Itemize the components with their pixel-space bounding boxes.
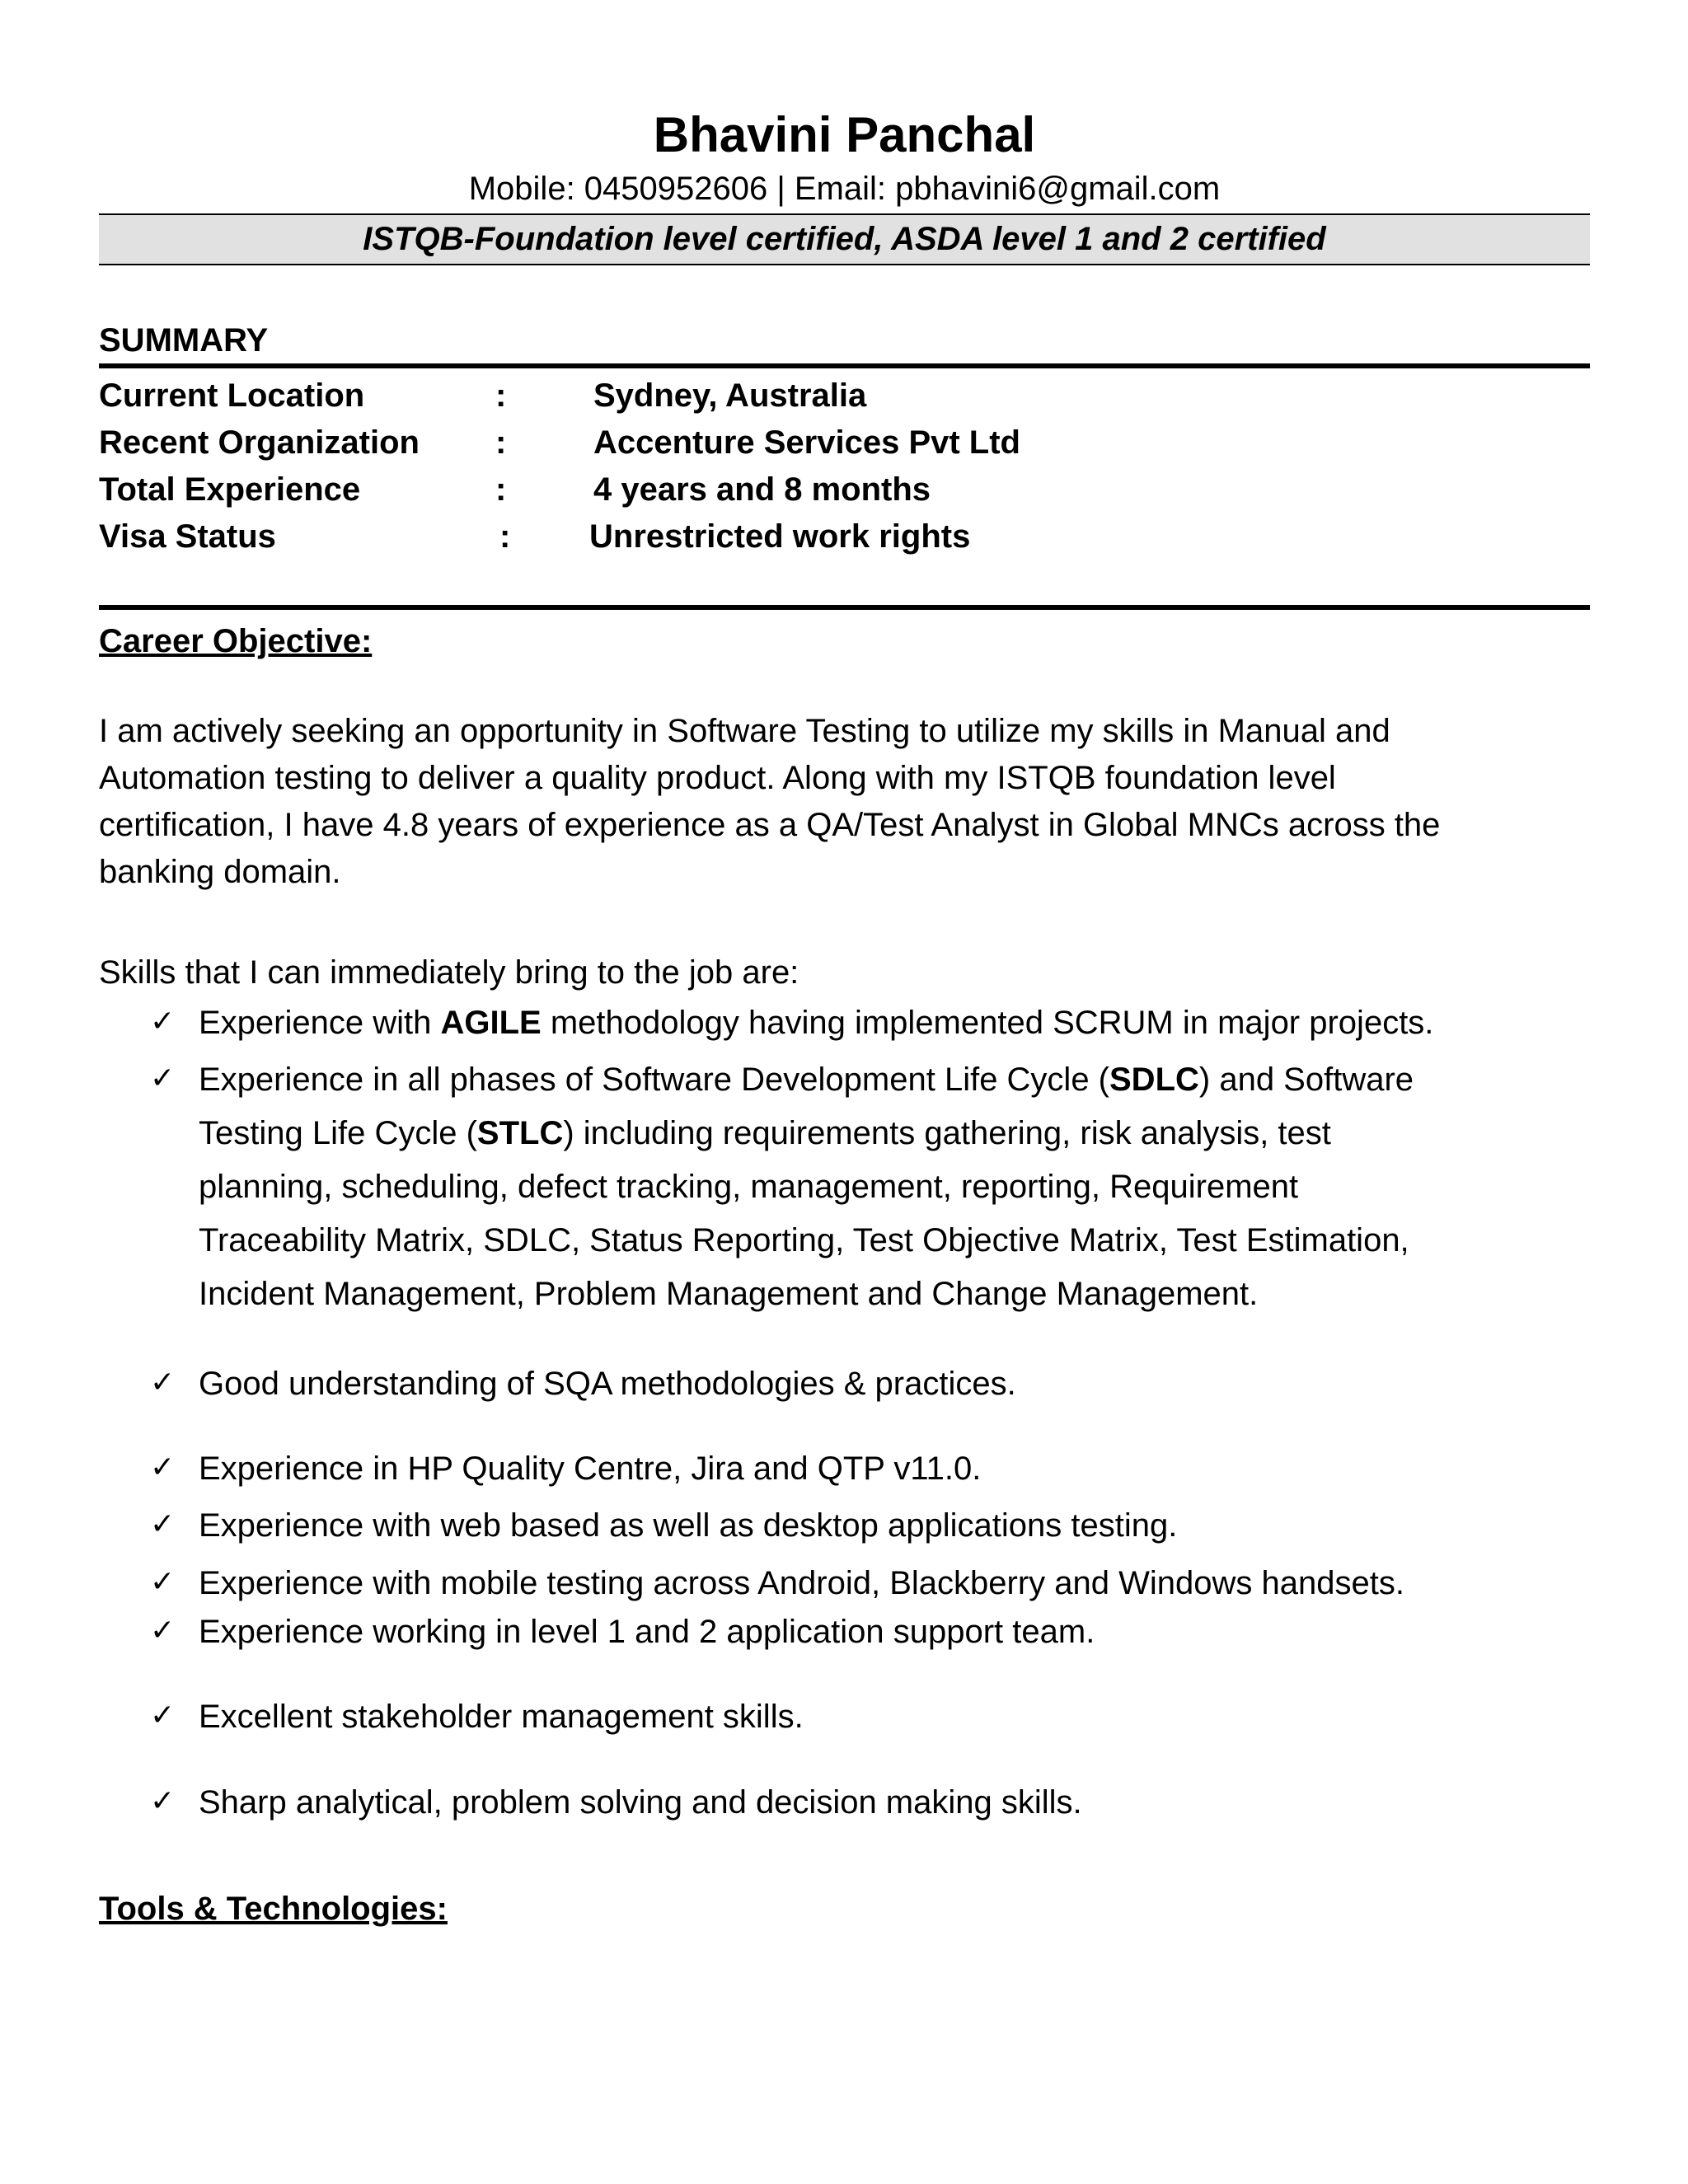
skill-text: Experience with AGILE methodology having implemented SCRUM in major projects.: [199, 1005, 1434, 1041]
paragraph-line: I am actively seeking an opportunity in Software Testing to utilize my skills in Manual and: [99, 713, 1390, 749]
skill-text: Sharp analytical, problem solving and decision making skills.: [199, 1784, 1082, 1821]
checkmark-icon: ✓: [150, 1698, 176, 1732]
career-objective-heading: Career Objective:: [99, 623, 373, 659]
summary-label: Total Experience: [99, 471, 361, 508]
summary-label: Current Location: [99, 377, 365, 414]
summary-separator: :: [495, 471, 507, 508]
skill-text: Experience working in level 1 and 2 application support team.: [199, 1614, 1095, 1650]
skill-text: Experience in all phases of Software Development Life Cycle (SDLC) and Software Testing Life Cycle (STLC) including requirements gathering, risk analysis, test planning, scheduling, defect tracking, management, reporting, Requirement Traceability Matrix, SDLC, Status Reporting, Test Objective Matrix, Test Estimation, Incident Management, Problem Management and Change Management.: [199, 1062, 1414, 1312]
checkmark-icon: ✓: [150, 1004, 176, 1038]
certifications-banner: ISTQB-Foundation level certified, ASDA level 1 and 2 certified: [99, 213, 1590, 265]
paragraph-line: banking domain.: [99, 854, 341, 890]
contact-line: Mobile: 0450952606 | Email: pbhavini6@gmail.com: [468, 171, 1221, 207]
summary-label: Recent Organization: [99, 424, 420, 461]
skills-intro: Skills that I can immediately bring to the job are:: [99, 954, 799, 991]
tools-heading: Tools & Technologies:: [99, 1891, 448, 1927]
career-objective-paragraph: [99, 708, 1590, 896]
paragraph-line: Automation testing to deliver a quality product. Along with my ISTQB foundation level: [99, 760, 1336, 796]
summary-value: Unrestricted work rights: [589, 518, 971, 555]
candidate-name: Bhavini Panchal: [653, 107, 1036, 162]
summary-top-rule: [99, 363, 1590, 368]
skill-text: Experience with mobile testing across Android, Blackberry and Windows handsets.: [199, 1565, 1404, 1601]
summary-bottom-rule: [99, 605, 1590, 610]
checkmark-icon: ✓: [150, 1507, 176, 1540]
skill-text: Good understanding of SQA methodologies & practices.: [199, 1366, 1016, 1402]
checkmark-icon: ✓: [150, 1783, 176, 1817]
summary-separator: :: [495, 377, 507, 414]
summary-label: Visa Status: [99, 518, 276, 555]
checkmark-icon: ✓: [150, 1450, 176, 1483]
summary-value: Accenture Services Pvt Ltd: [593, 424, 1020, 461]
checkmark-icon: ✓: [150, 1613, 176, 1647]
summary-value: 4 years and 8 months: [593, 471, 931, 508]
checkmark-icon: ✓: [150, 1365, 176, 1399]
summary-heading: SUMMARY: [99, 322, 269, 359]
skill-text: Experience in HP Quality Centre, Jira and QTP v11.0.: [199, 1451, 982, 1487]
summary-separator: :: [499, 518, 511, 555]
skill-text: Excellent stakeholder management skills.: [199, 1699, 804, 1735]
summary-value: Sydney, Australia: [593, 377, 867, 414]
paragraph-line: certification, I have 4.8 years of experience as a QA/Test Analyst in Global MNCs across the: [99, 807, 1441, 843]
summary-separator: :: [495, 424, 507, 461]
checkmark-icon: ✓: [150, 1564, 176, 1598]
checkmark-icon: ✓: [150, 1061, 176, 1094]
skill-text: Experience with web based as well as desktop applications testing.: [199, 1507, 1178, 1544]
